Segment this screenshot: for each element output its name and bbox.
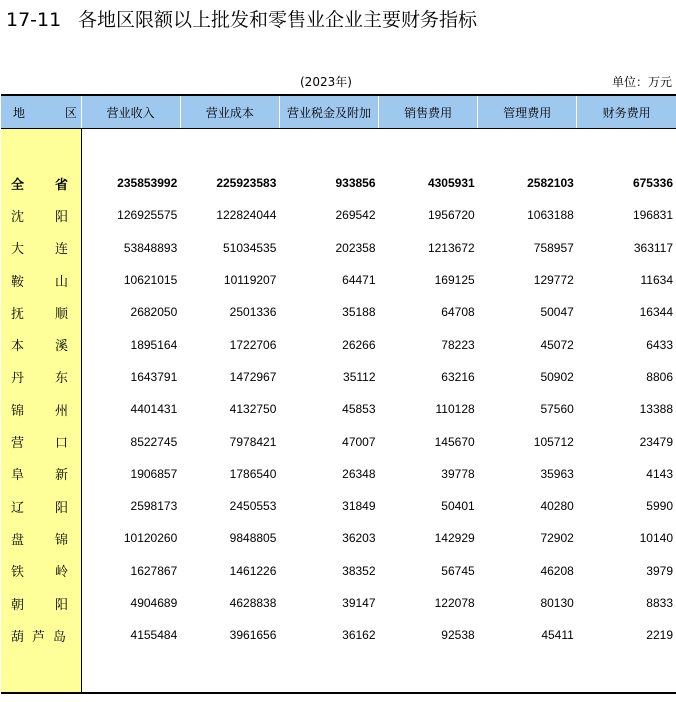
region-char: 省 <box>55 177 69 193</box>
value-cell: 8833 <box>646 596 673 610</box>
value-cell: 1956720 <box>427 208 475 223</box>
region-cell <box>1 393 81 425</box>
region-cell <box>1 619 81 651</box>
region-char: 州 <box>55 403 69 419</box>
region-cell <box>1 264 81 296</box>
value-cell: 38352 <box>342 563 376 578</box>
table-row <box>1 393 676 425</box>
region-char: 大 <box>11 242 25 258</box>
value-cell: 47007 <box>342 434 376 449</box>
region-char: 阳 <box>55 597 69 613</box>
value-cell: 142929 <box>434 531 475 546</box>
value-cell: 10140 <box>639 531 673 546</box>
value-cell-empty <box>379 129 478 168</box>
value-cell: 169125 <box>434 273 475 288</box>
region-char: 岭 <box>55 565 69 581</box>
region-char: 全 <box>11 177 25 193</box>
value-cell: 31849 <box>342 499 376 514</box>
value-cell: 4132750 <box>229 402 277 417</box>
value-cell: 4904689 <box>130 596 178 610</box>
value-cell-empty <box>577 651 676 693</box>
total-row <box>1 167 676 199</box>
value-cell: 10621015 <box>123 273 178 288</box>
header-revenue: 营业收入 <box>81 95 180 129</box>
region-char: 辽 <box>11 500 25 516</box>
value-cell: 45411 <box>541 628 574 643</box>
spacer-row <box>1 129 676 168</box>
region-cell <box>1 555 81 587</box>
value-cell-empty <box>279 129 378 168</box>
table-number: 17-11 <box>6 9 62 31</box>
value-cell: 2501336 <box>229 305 277 320</box>
value-cell: 3961656 <box>229 628 277 643</box>
value-cell: 122078 <box>434 596 475 610</box>
value-cell: 4305931 <box>427 176 475 191</box>
value-cell: 1627867 <box>130 563 178 578</box>
value-cell: 1643791 <box>130 369 178 384</box>
region-char: 阳 <box>55 500 69 516</box>
table-title: 各地区限额以上批发和零售业企业主要财务指标 <box>78 9 478 31</box>
value-cell: 4628838 <box>229 596 277 610</box>
value-cell-empty <box>81 129 180 168</box>
header-finance-expense: 财务费用 <box>577 95 676 129</box>
table-row <box>1 522 676 554</box>
value-cell: 269542 <box>335 208 376 223</box>
filler-row <box>1 651 676 693</box>
value-cell: 46208 <box>540 563 574 578</box>
value-cell: 92538 <box>441 628 475 643</box>
value-cell: 78223 <box>441 337 475 352</box>
value-cell-empty <box>180 129 279 168</box>
page-title <box>6 5 477 32</box>
region-char: 新 <box>55 468 69 484</box>
region-cell <box>1 328 81 360</box>
region-char: 葫 <box>11 629 25 645</box>
value-cell: 110128 <box>435 402 475 417</box>
value-cell: 45072 <box>540 337 574 352</box>
value-cell: 933856 <box>335 176 376 191</box>
value-cell: 2219 <box>646 628 673 643</box>
region-char: 本 <box>11 339 25 355</box>
table-row <box>1 587 676 619</box>
value-cell: 16344 <box>639 305 673 320</box>
table-row <box>1 232 676 264</box>
region-char: 抚 <box>11 306 25 322</box>
table-row <box>1 264 676 296</box>
value-cell: 53848893 <box>123 240 178 255</box>
value-cell-empty <box>577 129 676 168</box>
value-cell: 7978421 <box>229 434 277 449</box>
value-cell: 2682050 <box>130 305 178 320</box>
value-cell: 9848805 <box>229 531 277 546</box>
value-cell: 63216 <box>441 369 475 384</box>
header-tax: 营业税金及附加 <box>279 95 378 129</box>
region-char: 岛 <box>53 629 67 645</box>
value-cell: 50401 <box>441 499 475 514</box>
value-cell: 23479 <box>639 434 673 449</box>
value-cell: 64708 <box>441 305 475 320</box>
value-cell: 2598173 <box>130 499 178 514</box>
value-cell: 50047 <box>540 305 574 320</box>
value-cell: 1895164 <box>130 337 178 352</box>
value-cell: 2582103 <box>527 176 574 191</box>
value-cell: 145670 <box>434 434 475 449</box>
value-cell: 26266 <box>342 337 376 352</box>
region-char: 锦 <box>11 403 25 419</box>
unit-label: 单位：万元 <box>611 75 672 89</box>
value-cell: 35963 <box>540 466 574 481</box>
region-cell <box>1 425 81 457</box>
value-cell: 51034535 <box>223 240 277 255</box>
region-char: 山 <box>55 274 69 290</box>
region-cell <box>1 522 81 554</box>
table-row <box>1 199 676 231</box>
value-cell: 40280 <box>540 499 574 514</box>
region-cell-empty <box>1 129 81 168</box>
value-cell: 3979 <box>646 563 673 578</box>
table-row <box>1 425 676 457</box>
header-row <box>1 95 676 129</box>
region-cell <box>1 232 81 264</box>
region-cell-empty <box>1 651 81 693</box>
value-cell: 235853992 <box>117 176 178 191</box>
value-cell: 122824044 <box>216 208 277 223</box>
value-cell-empty <box>180 651 279 693</box>
value-cell: 35188 <box>342 305 376 320</box>
value-cell: 1472967 <box>229 369 277 384</box>
region-cell <box>1 199 81 231</box>
value-cell: 57560 <box>540 402 574 417</box>
value-cell-empty <box>379 651 478 693</box>
region-char: 沈 <box>11 209 25 225</box>
region-char: 阜 <box>11 468 25 484</box>
table-row <box>1 296 676 328</box>
value-cell-empty <box>81 651 180 693</box>
region-cell <box>1 361 81 393</box>
value-cell: 126925575 <box>117 208 178 223</box>
value-cell: 72902 <box>540 531 574 546</box>
value-cell: 80130 <box>540 596 574 610</box>
region-char: 阳 <box>55 209 69 225</box>
region-char: 鞍 <box>11 274 25 290</box>
value-cell: 64471 <box>342 273 376 288</box>
value-cell: 8806 <box>646 369 673 384</box>
region-char: 溪 <box>55 339 69 355</box>
region-char: 连 <box>55 242 69 258</box>
value-cell: 8522745 <box>130 434 178 449</box>
year-label: (2023年) <box>300 75 352 89</box>
region-char: 东 <box>55 371 69 387</box>
table-row <box>1 619 676 651</box>
region-char: 铁 <box>11 565 25 581</box>
table-row <box>1 555 676 587</box>
value-cell: 26348 <box>342 466 376 481</box>
value-cell: 129772 <box>533 273 574 288</box>
value-cell: 1461226 <box>229 563 277 578</box>
table-row <box>1 361 676 393</box>
value-cell: 363117 <box>633 240 673 255</box>
value-cell: 35112 <box>343 369 376 384</box>
value-cell: 50902 <box>540 369 574 384</box>
value-cell: 196831 <box>632 208 673 223</box>
value-cell: 675336 <box>632 176 673 191</box>
region-char: 锦 <box>55 532 69 548</box>
table-row <box>1 490 676 522</box>
value-cell: 225923583 <box>216 176 277 191</box>
value-cell: 105712 <box>533 434 574 449</box>
value-cell: 202358 <box>335 240 376 255</box>
value-cell: 11634 <box>640 273 673 288</box>
table-row <box>1 328 676 360</box>
value-cell: 4155484 <box>130 628 178 643</box>
value-cell: 13388 <box>639 402 673 417</box>
value-cell: 10120260 <box>123 531 178 546</box>
value-cell: 39147 <box>342 596 376 610</box>
value-cell: 1786540 <box>229 466 277 481</box>
region-cell <box>1 587 81 619</box>
header-admin-expense: 管理费用 <box>478 95 577 129</box>
value-cell: 36203 <box>342 531 376 546</box>
header-region: 地 区 <box>1 95 81 129</box>
value-cell: 2450553 <box>229 499 277 514</box>
region-char: 口 <box>55 436 69 452</box>
value-cell: 1906857 <box>130 466 178 481</box>
value-cell: 1213672 <box>427 240 475 255</box>
finance-table <box>1 94 676 694</box>
value-cell: 39778 <box>441 466 475 481</box>
value-cell-empty <box>478 129 577 168</box>
header-sales-expense: 销售费用 <box>379 95 478 129</box>
header-cost: 营业成本 <box>180 95 279 129</box>
value-cell: 10119207 <box>223 273 277 288</box>
region-char: 顺 <box>55 306 69 322</box>
value-cell: 1722706 <box>229 337 277 352</box>
region-char: 朝 <box>11 597 25 613</box>
table-row <box>1 458 676 490</box>
region-cell <box>1 458 81 490</box>
region-char: 盘 <box>11 532 25 548</box>
value-cell: 1063188 <box>527 208 574 223</box>
region-char: 芦 <box>32 629 46 645</box>
value-cell: 6433 <box>646 337 673 352</box>
value-cell: 4143 <box>646 466 673 481</box>
region-char: 丹 <box>11 371 25 387</box>
value-cell: 36162 <box>342 628 376 643</box>
value-cell: 56745 <box>441 563 475 578</box>
region-cell <box>1 296 81 328</box>
region-cell <box>1 490 81 522</box>
value-cell: 4401431 <box>130 402 178 417</box>
value-cell: 5990 <box>646 499 673 514</box>
value-cell: 45853 <box>342 402 376 417</box>
value-cell: 758957 <box>533 240 574 255</box>
region-cell <box>1 167 81 199</box>
region-char: 营 <box>11 436 25 452</box>
value-cell-empty <box>478 651 577 693</box>
value-cell-empty <box>279 651 378 693</box>
